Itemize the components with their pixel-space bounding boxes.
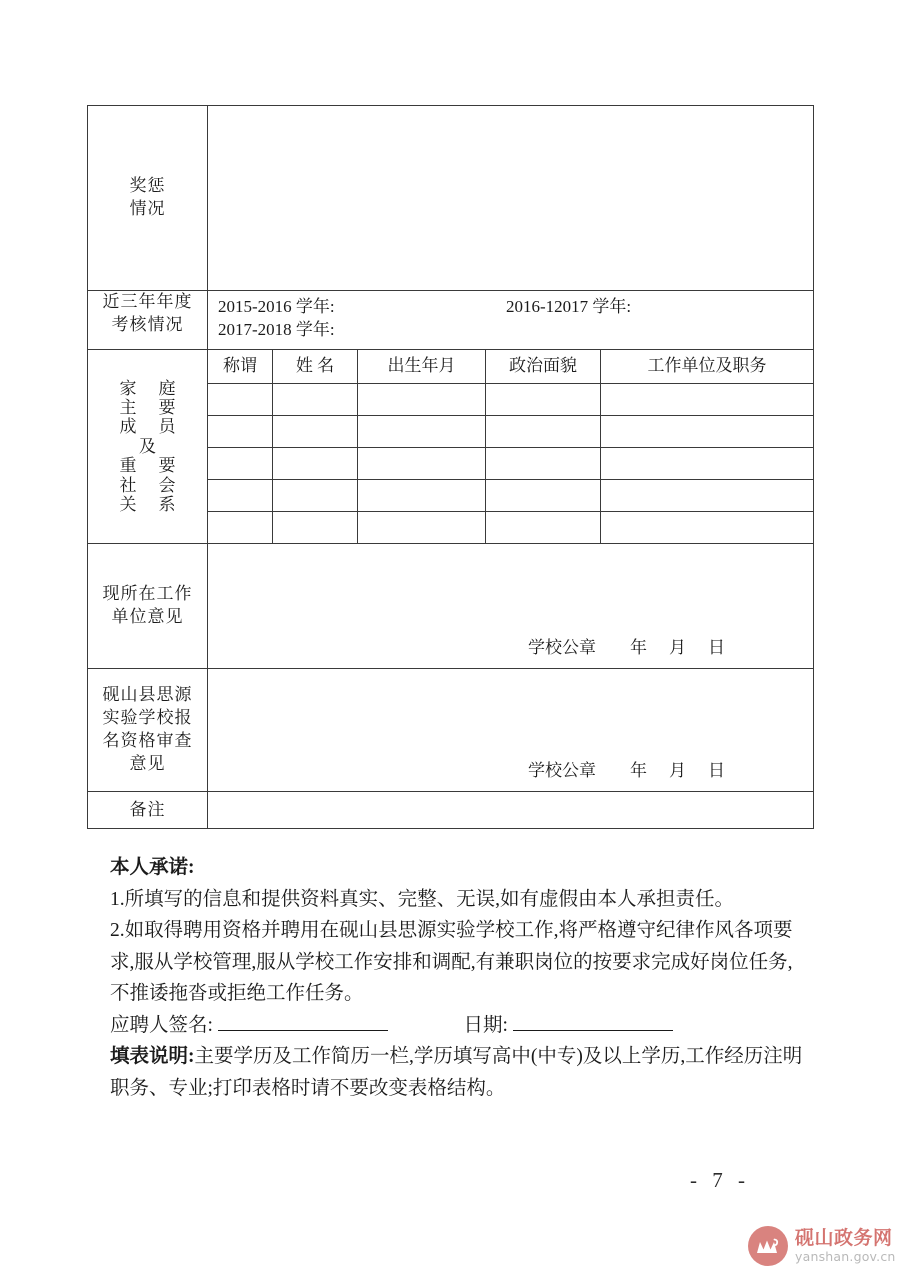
family-cell-birth[interactable] (358, 416, 486, 448)
signature-row (110, 1010, 810, 1042)
appraisal-label-line-1: 近三年年度 (102, 292, 193, 311)
appraisal-years (208, 291, 813, 354)
school-review-label-line-3: 名资格审查 (102, 731, 193, 750)
site-watermark (748, 1226, 896, 1266)
current-unit-opinion-body (208, 544, 813, 668)
school-review-value-cell[interactable] (208, 669, 814, 792)
family-cell-name[interactable] (273, 416, 358, 448)
rewards-label-line-1: 奖惩 (129, 176, 166, 196)
family-col-header-birth: 出生年月 (358, 350, 486, 384)
family-header-row (88, 350, 814, 384)
current-unit-opinion-label-cell (88, 544, 208, 669)
school-review-date-day: 日 (708, 761, 725, 781)
school-review-label-line-4: 意见 (129, 753, 166, 773)
appraisal-year-2015-2016[interactable]: 2015-2016 学年: (218, 297, 335, 316)
current-unit-date-year: 年 (630, 638, 647, 658)
family-label-line-6: 社会 (119, 475, 176, 495)
current-unit-opinion-label-line-1: 现所在工作 (102, 584, 193, 604)
date-label: 日期: (463, 1014, 508, 1036)
family-cell-workplace[interactable] (601, 384, 814, 416)
current-unit-stamp-line (208, 637, 813, 660)
family-cell-name[interactable] (273, 448, 358, 480)
family-cell-workplace[interactable] (601, 416, 814, 448)
family-cell-workplace[interactable] (601, 512, 814, 544)
family-cell-birth[interactable] (358, 448, 486, 480)
appraisal-label-line-2: 考核情况 (111, 314, 184, 334)
application-form-table (87, 105, 814, 829)
remark-row (88, 792, 814, 829)
current-unit-opinion-row (88, 544, 814, 669)
family-label-line-1: 家庭 (119, 378, 176, 398)
appraisal-year-2017-2018[interactable]: 2017-2018 学年: (218, 319, 335, 339)
watermark-site-name: 砚山政务网 (795, 1226, 893, 1249)
commitment-item-2: 2.如取得聘用资格并聘用在砚山县思源实验学校工作,将严格遵守纪律作风各项要求,服从学校管理,服从学校工作安排和调配,有兼职岗位的按要求完成好岗位任务,不推诿拖沓或拒绝工作任务。 (110, 920, 793, 1005)
commitment-section (110, 852, 810, 1105)
school-review-label-line-2: 实验学校报 (102, 708, 193, 728)
school-review-label-cell (88, 669, 208, 792)
school-review-stamp-label: 学校公章 (528, 761, 596, 781)
school-review-date-month: 月 (669, 761, 686, 781)
date-input[interactable] (513, 1014, 673, 1031)
family-cell-political[interactable] (486, 416, 601, 448)
family-label-line-7: 关系 (119, 494, 176, 514)
family-cell-appellation[interactable] (208, 448, 273, 480)
family-cell-appellation[interactable] (208, 416, 273, 448)
rewards-label-line-2: 情况 (129, 199, 166, 218)
rewards-row (88, 106, 814, 291)
current-unit-date-day: 日 (708, 638, 725, 658)
current-unit-date-month: 月 (669, 638, 686, 658)
watermark-site-url: yanshan.gov.cn (795, 1248, 896, 1264)
rewards-label-cell (88, 106, 208, 291)
family-cell-birth[interactable] (358, 512, 486, 544)
family-cell-name[interactable] (273, 384, 358, 416)
school-review-stamp-line (208, 760, 813, 783)
signature-input[interactable] (218, 1014, 388, 1031)
family-col-header-name: 姓 名 (273, 350, 358, 384)
appraisal-label-cell (88, 291, 208, 350)
family-label-line-3: 成员 (119, 417, 176, 437)
family-label-line-2: 主要 (119, 398, 176, 418)
family-col-header-political: 政治面貌 (486, 350, 601, 384)
family-cell-workplace[interactable] (601, 448, 814, 480)
mountain-logo-icon (748, 1226, 788, 1266)
current-unit-stamp-label: 学校公章 (528, 638, 596, 658)
fill-instructions-label: 填表说明: (110, 1046, 195, 1068)
family-col-header-appellation: 称谓 (208, 350, 273, 384)
current-unit-opinion-value-cell[interactable] (208, 544, 814, 669)
school-review-opinion-row (88, 669, 814, 792)
family-cell-name[interactable] (273, 480, 358, 512)
school-review-label-line-1: 砚山县思源 (102, 685, 193, 705)
family-label-line-4: 及 (139, 436, 156, 456)
fill-instructions (110, 1041, 810, 1104)
family-cell-birth[interactable] (358, 384, 486, 416)
family-cell-political[interactable] (486, 384, 601, 416)
appraisal-year-2016-2017[interactable]: 2016-12017 学年: (506, 297, 632, 316)
family-cell-birth[interactable] (358, 480, 486, 512)
family-label-cell (88, 350, 208, 544)
signature-label: 应聘人签名: (110, 1014, 213, 1036)
commitment-heading: 本人承诺: (110, 857, 195, 878)
watermark-text (795, 1226, 896, 1264)
commitment-item-1: 1.所填写的信息和提供资料真实、完整、无误,如有虚假由本人承担责任。 (110, 888, 735, 910)
family-cell-political[interactable] (486, 448, 601, 480)
appraisal-value-cell[interactable] (208, 291, 814, 350)
family-label-line-5: 重要 (119, 456, 176, 476)
remark-label-cell: 备注 (88, 792, 208, 829)
family-cell-appellation[interactable] (208, 480, 273, 512)
family-cell-name[interactable] (273, 512, 358, 544)
remark-value-cell[interactable] (208, 792, 814, 829)
family-col-header-workplace: 工作单位及职务 (601, 350, 814, 384)
family-cell-political[interactable] (486, 512, 601, 544)
family-cell-political[interactable] (486, 480, 601, 512)
appraisal-row (88, 291, 814, 350)
family-cell-appellation[interactable] (208, 384, 273, 416)
page-number: - 7 - (690, 1168, 750, 1192)
school-review-date-year: 年 (630, 761, 647, 781)
family-cell-workplace[interactable] (601, 480, 814, 512)
rewards-value-cell[interactable] (208, 106, 814, 291)
current-unit-opinion-label-line-2: 单位意见 (111, 607, 184, 626)
fill-instructions-text: 主要学历及工作简历一栏,学历填写高中(中专)及以上学历,工作经历注明职务、专业;打印表格时请不要改变表格结构。 (110, 1046, 803, 1100)
family-cell-appellation[interactable] (208, 512, 273, 544)
school-review-body (208, 669, 813, 791)
